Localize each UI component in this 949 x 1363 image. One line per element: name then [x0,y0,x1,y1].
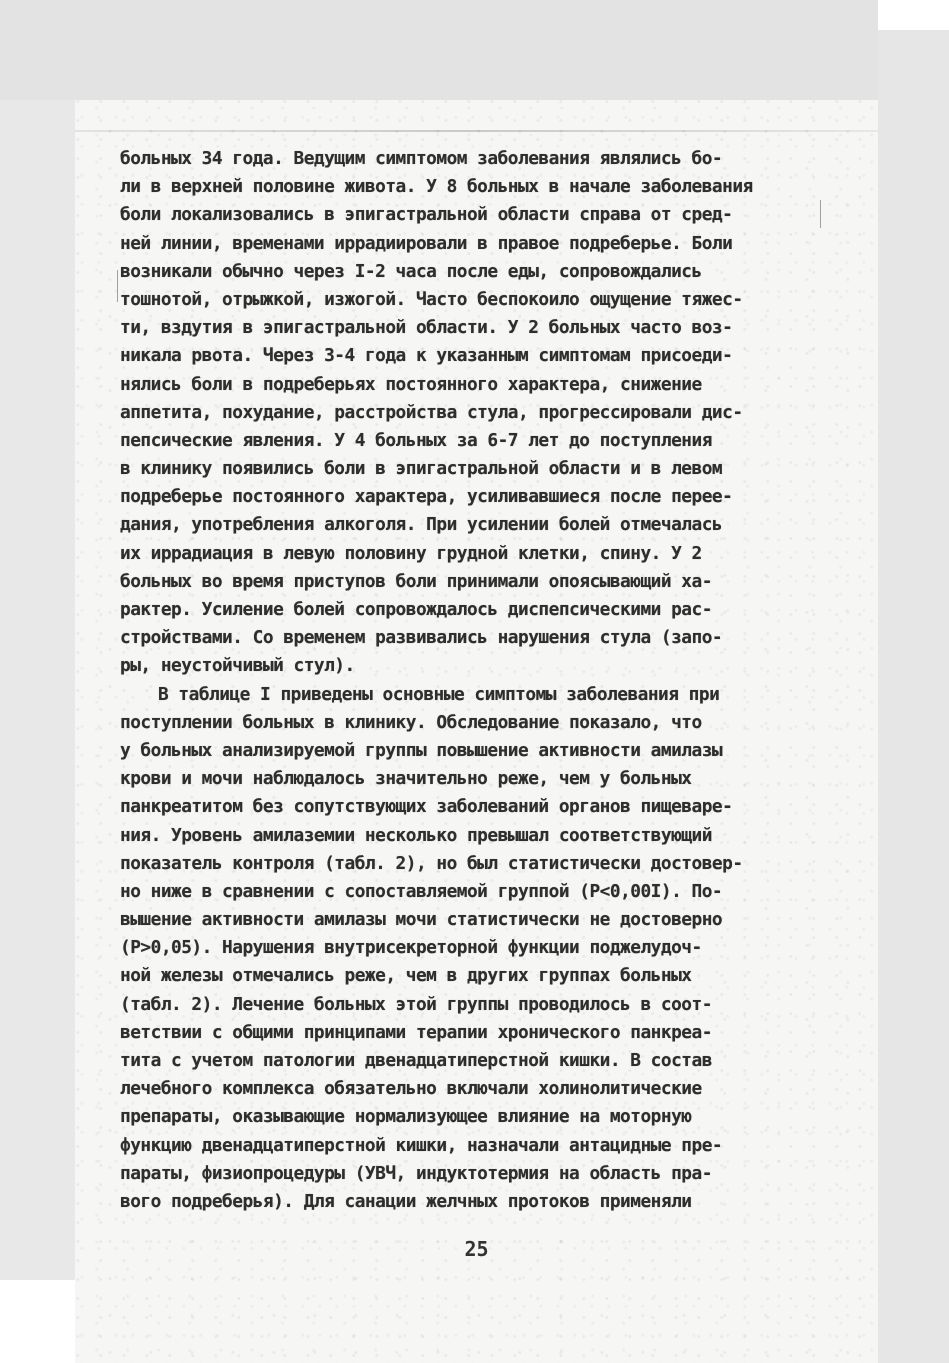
text-line: подреберье постоянного характера, усиливавшиеся после переe- [120,486,733,508]
text-line: ветствии с общими принципами терапии хронического панкреа- [120,1021,712,1043]
left-margin-mark [117,270,118,302]
document-body-text [120,145,840,1216]
text-line: в клинику появились боли в эпигастральной области и в левом [120,458,723,480]
text-line: ней линии, временами иррадиировали в правое подреберье. Боли [120,232,733,254]
text-line: тита с учетом патологии двенадцатиперстной кишки. В состав [120,1050,712,1071]
text-line: ли в верхней половине живота. У 8 больных в начале заболевания [120,176,753,198]
page-number: 25 [464,1237,489,1261]
text-line: лечебного комплекса обязательно включали холинолитические [120,1078,702,1100]
text-line: (табл. 2). Лечение больных этой группы проводилось в соот- [120,993,712,1015]
scanner-margin-top [0,0,878,100]
text-line: но ниже в сравнении с сопоставляемой группой (P<0,00I). По- [120,880,723,902]
text-line: больных 34 года. Ведущим симптомом заболевания являлись бо- [120,148,723,169]
text-line: ры, неустойчивый стул). [120,655,355,677]
text-line: препараты, оказывающие нормализующее влияние на моторную [120,1106,692,1128]
text-line: (P>0,05). Нарушения внутрисекреторной функции поджелудоч- [120,937,702,959]
text-line: никала рвота. Через 3-4 года к указанным симптомам присоеди- [120,345,733,367]
text-line: больных во время приступов боли принимали опоясывающий ха- [120,570,712,592]
text-line: В таблице I приведены основные симптомы заболевания при [158,683,720,705]
text-line: дания, употребления алкоголя. При усилении болей отмечалась [120,514,723,536]
text-line: ния. Уровень амилаземии несколько превышал соответствующий [120,824,712,846]
text-line: ной железы отмечались реже, чем в других группах больных [120,965,692,987]
text-line: панкреатитом без сопутствующих заболеваний органов пищеваре- [120,796,733,818]
text-line: параты, физиопроцедуры (УВЧ, индуктотермия на область пра- [120,1162,712,1184]
text-line: вого подреберья). Для санации желчных протоков применяли [120,1190,692,1212]
text-line: поступлении больных в клинику. Обследование показало, что [120,711,702,733]
text-line: тошнотой, отрыжкой, изжогой. Часто беспокоило ощущение тяжес- [120,288,743,310]
scanner-margin-right [878,30,949,1363]
text-line: боли локализовались в эпигастральной области справа от сред- [120,204,733,226]
text-line: функцию двенадцатиперстной кишки, назначали антацидные пре- [120,1134,723,1156]
text-line: рактер. Усиление болей сопровождалось диспепсическими рас- [120,599,712,620]
text-line: пепсические явления. У 4 больных за 6-7 лет до поступления [120,429,712,451]
text-line: стройствами. Со временем развивались нарушения стула (запо- [120,627,723,649]
text-line: их иррадиация в левую половину грудной клетки, спину. У 2 [120,542,702,564]
text-line: ти, вздутия в эпигастральной области. У 2 больных часто воз- [120,317,733,339]
text-line: аппетита, похудание, расстройства стула, прогрессировали дис- [120,401,743,423]
page-top-edge [75,130,878,132]
text-line: возникали обычно через I-2 часа после еды, сопровождались [120,260,702,282]
text-line: крови и мочи наблюдалось значительно реже, чем у больных [120,768,692,790]
scanner-margin-left [0,100,75,1280]
text-line: нялись боли в подреберьях постоянного характера, снижение [120,373,702,395]
text-line: показатель контроля (табл. 2), но был статистически достовер- [120,852,743,874]
text-line: у больных анализируемой группы повышение активности амилазы [120,739,723,761]
document-page [75,100,878,1363]
text-line: вышение активности амилазы мочи статистически не достоверно [120,909,723,931]
